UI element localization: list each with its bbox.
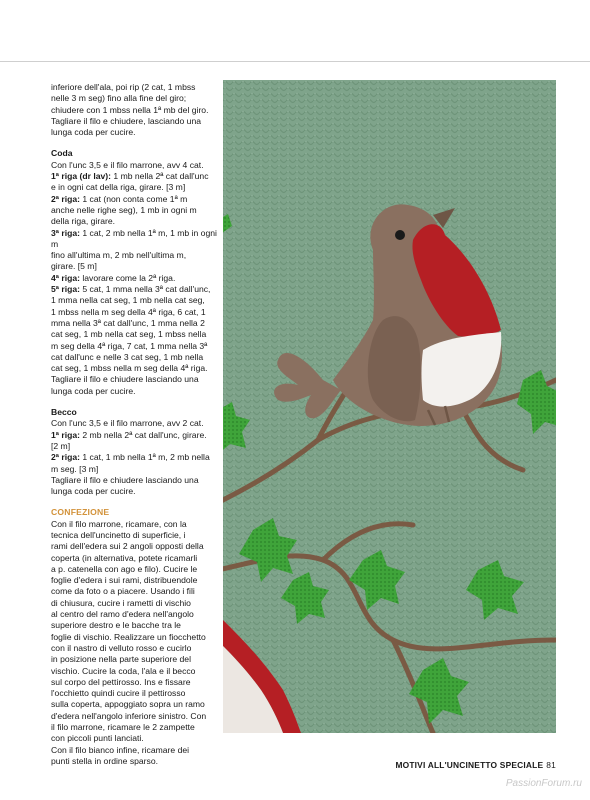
crochet-robin-photo [223,80,556,733]
line-text: m seg della 4ª riga, 7 cat, 1 mma nella 3ª [51,340,208,351]
text-line [51,564,217,575]
text-line [51,745,217,756]
line-text: Con il filo marrone, ricamare, con la [51,518,187,529]
text-line [51,688,217,699]
line-text: in posizione nella parte superiore del [51,654,191,665]
line-text: lavorare come la 2ª riga. [79,272,176,283]
row-label: 2ª riga: [51,193,80,204]
pattern-text-column [51,82,217,767]
line-text: 1 mbss nella m seg della 4ª riga, 6 cat, 1 [51,306,206,317]
line-text: il filo marrone, ricamare le 2 zampette [51,722,195,733]
line-text: girare. [5 m] [51,261,97,272]
watermark: PassionForum.ru [505,778,582,789]
row-label: 3ª riga: [51,227,80,238]
line-text: lunga coda per cucire. [51,385,136,396]
line-text: Tagliare il filo e chiudere lasciando una [51,474,199,485]
line-text: Con il filo bianco infine, ricamare dei [51,744,190,755]
text-line [51,160,217,171]
text-line [51,228,217,251]
text-line [51,643,217,654]
text-line [51,418,217,429]
text-line [51,598,217,609]
text-line [51,216,217,227]
text-line [51,318,217,329]
text-line [51,386,217,397]
line-text: al centro del ramo d'edera nell'angolo [51,609,194,620]
text-line [51,261,217,272]
text-line [51,452,217,463]
line-text: 2 mb nella 2ª cat dall'unc, girare. [79,429,207,440]
text-line [51,295,217,306]
line-text: foglie d'edera i sui rami, distribuendole [51,575,198,586]
line-text: 1 cat, 1 mb nella 1ª m, 2 mb nella [79,452,210,463]
text-line [51,441,217,452]
line-text: tecnica dell'uncinetto di superficie, i [51,529,186,540]
line-text: Tagliare il filo e chiudere lasciando una [51,374,199,385]
text-line [51,284,217,295]
top-rule [0,61,590,62]
text-line [51,486,217,497]
section-heading: Coda [51,148,73,159]
text-line [51,273,217,284]
text-line [51,620,217,631]
text-line [51,341,217,352]
text-line [51,329,217,340]
line-text: l'occhietto quindi cucire il pettirosso [51,688,186,699]
line-text: mma nella 3ª cat dall'unc, 1 mma nella 2 [51,317,205,328]
line-text: 5 cat, 1 mma nella 3ª cat dall'unc, [79,284,211,295]
line-text: coperta (in alternativa, potete ricamarli [51,552,198,563]
text-line [51,530,217,541]
intro-line: lunga coda per cucire. [51,127,136,138]
line-text: 1 cat, 2 mb nella 1ª m, 1 mb in ogni m [51,227,217,249]
section-heading: CONFEZIONE [51,507,110,518]
row-label: 1ª riga (dr lav): [51,171,112,182]
line-text: m seg. [3 m] [51,463,99,474]
text-line [51,205,217,216]
row-label: 1ª riga: [51,429,80,440]
line-text: d'edera nell'angolo inferiore sinistro. Con [51,710,207,721]
text-line [51,363,217,374]
intro-line: chiudere con 1 mbss nella 1ª mb del giro. [51,104,209,115]
text-line [51,722,217,733]
text-line [51,756,217,767]
text-line [51,171,217,182]
text-line [51,699,217,710]
line-text: 1 cat (non conta come 1ª m [79,193,188,204]
line-text: vischio. Cucire la coda, l'ala e il becco [51,665,196,676]
text-line [51,430,217,441]
text-line [51,519,217,530]
text-line [51,553,217,564]
line-text: punti stella in ordine sparso. [51,755,159,766]
section-2 [51,507,217,767]
text-line [51,733,217,744]
intro-line: nelle 3 m seg) fino alla fine del giro; [51,93,187,104]
line-text: 1 mma nella cat seg, 1 mb nella cat seg, [51,295,205,306]
text-line [51,575,217,586]
intro-line: Tagliare il filo e chiudere, lasciando una [51,115,202,126]
robin-illustration [223,80,556,733]
text-line [51,194,217,205]
line-text: rami dell'edera sui 2 angoli opposti della [51,541,204,552]
text-line [51,666,217,677]
section-0 [51,148,217,397]
text-line [51,475,217,486]
line-text: Con l'unc 3,5 e il filo marrone, avv 2 cat. [51,418,204,429]
line-text: con il nastro di velluto rosso e cucirlo [51,642,192,653]
line-text: Con l'unc 3,5 e il filo marrone, avv 4 cat. [51,159,204,170]
text-line [51,250,217,261]
line-text: superiore destro e le bacche tra le [51,620,181,631]
text-line [51,632,217,643]
pattern-sections [51,148,217,767]
line-text: come da foto o a piacere. Usando i fili [51,586,195,597]
line-text: lunga coda per cucire. [51,486,136,497]
text-line [51,711,217,722]
text-line [51,541,217,552]
text-line [51,182,217,193]
text-line [51,307,217,318]
text-line [51,352,217,363]
line-text: foglie di vischio. Realizzare un fiocchetto [51,631,206,642]
line-text: della riga, girare. [51,216,116,227]
page-footer [395,760,556,770]
section-1 [51,407,217,497]
intro-block [51,82,217,138]
line-text: sulla coperta, appoggiato sopra un ramo [51,699,205,710]
text-line [51,654,217,665]
row-label: 2ª riga: [51,452,80,463]
text-line [51,464,217,475]
line-text: sul corpo del pettirosso. Ins e fissare [51,676,191,687]
line-text: cat seg, 1 mbss nella m seg della 4ª riga. [51,363,208,374]
line-text: anche nelle righe seg), 1 mb in ogni m [51,204,197,215]
line-text: cat seg, 1 mb nella cat seg, 1 mbss nella [51,329,207,340]
text-line [51,586,217,597]
text-line [51,374,217,385]
intro-line: inferiore dell'ala, poi rip (2 cat, 1 mbss [51,82,196,92]
line-text: fino all'ultima m, 2 mb nell'ultima m, [51,250,187,261]
line-text: cat dall'unc e nelle 3 cat seg, 1 mb nella [51,351,204,362]
line-text: [2 m] [51,440,71,451]
line-text: di chiusura, cucire i rametti di vischio [51,597,191,608]
magazine-title: MOTIVI ALL'UNCINETTO SPECIALE [395,760,544,770]
line-text: con piccoli punti lanciati. [51,733,144,744]
line-text: a p. catenella con ago e filo). Cucire le [51,563,198,574]
section-heading: Becco [51,407,77,418]
line-text: e in ogni cat della riga, girare. [3 m] [51,182,186,193]
row-label: 5ª riga: [51,284,80,295]
row-label: 4ª riga: [51,272,80,283]
text-line [51,677,217,688]
page-number: 81 [546,760,556,770]
text-line [51,609,217,620]
line-text: 1 mb nella 2ª cat dall'unc [111,171,209,182]
